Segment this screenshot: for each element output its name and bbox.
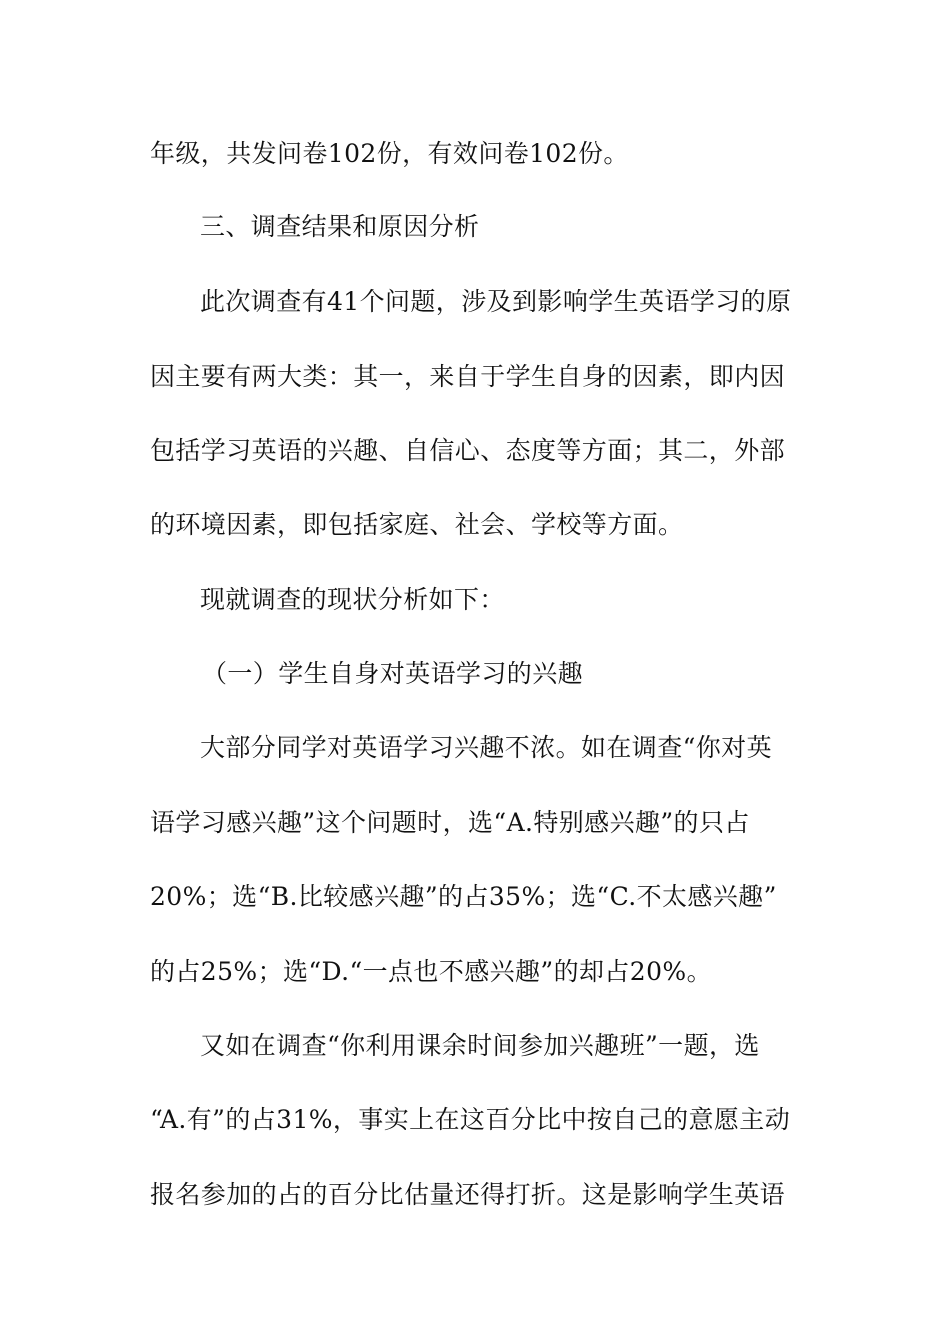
paragraph-line: 语学习感兴趣”这个问题时，选“A.特别感兴趣”的只占 <box>150 808 750 837</box>
paragraph-line: 年级，共发问卷102份，有效问卷102份。 <box>150 139 629 168</box>
paragraph-line: 报名参加的占的百分比估量还得打折。这是影响学生英语 <box>150 1180 786 1209</box>
paragraph-line: 此次调查有41个问题，涉及到影响学生英语学习的原 <box>200 287 792 316</box>
paragraph-line: 的环境因素，即包括家庭、社会、学校等方面。 <box>150 510 684 539</box>
paragraph-line: 现就调查的现状分析如下： <box>200 585 505 614</box>
paragraph-line: “A.有”的占31%，事实上在这百分比中按自己的意愿主动 <box>150 1105 791 1134</box>
paragraph-line: 因主要有两大类：其一，来自于学生自身的因素，即内因 <box>150 362 786 391</box>
paragraph-line: 包括学习英语的兴趣、自信心、态度等方面；其二，外部 <box>150 436 786 465</box>
paragraph-line: 又如在调查“你利用课余时间参加兴趣班”一题，选 <box>200 1031 760 1060</box>
subsection-heading: （一）学生自身对英语学习的兴趣 <box>202 659 584 688</box>
paragraph-line: 大部分同学对英语学习兴趣不浓。如在调查“你对英 <box>200 733 772 762</box>
paragraph-line: 的占25%；选“D.“一点也不感兴趣”的却占20%。 <box>150 957 712 986</box>
paragraph-line: 20%；选“B.比较感兴趣”的占35%；选“C.不太感兴趣” <box>150 882 777 911</box>
section-heading: 三、调查结果和原因分析 <box>200 212 480 241</box>
